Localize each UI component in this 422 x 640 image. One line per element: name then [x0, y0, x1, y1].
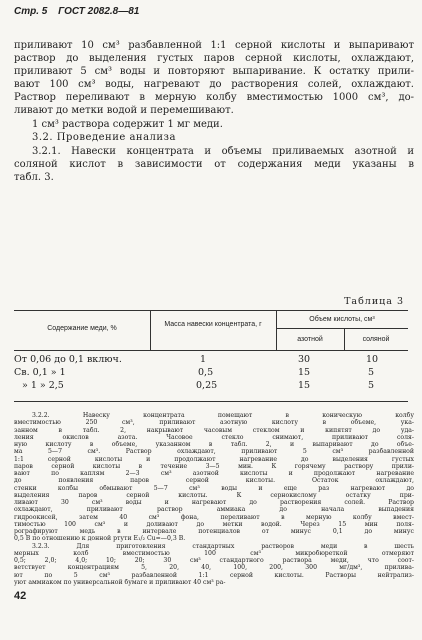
text-line: охлаждают, приливают раствор аммиака до начала выпадения: [14, 506, 414, 514]
table-row-hydrochloric: 5: [368, 380, 375, 391]
text-line: приливают 5 см³ воды и повторяют выпаривание. К остатку прили-: [14, 66, 414, 77]
text-line: ют по 5 см³ разбавленной 1:1 серной кислоты. Растворы нейтрализ-: [14, 571, 414, 579]
header-page-label: Стр. 5: [14, 6, 48, 17]
text-line: тимостью 100 см³ и доливают до метки водой. Через 15 мин поля-: [14, 520, 414, 528]
table-row-nitric: 15: [298, 367, 311, 378]
page-number: 42: [14, 590, 27, 602]
text-line: гидроокисей, затем 40 см³ фона, переливают в мерную колбу вмест-: [14, 513, 414, 521]
text-line: до появления паров серной кислоты. Остаток охлаждают,: [14, 477, 414, 485]
text-line: занном в табл. 2, накрывают часовым стеклом и кипятят до уда-: [14, 426, 414, 434]
data-table: [14, 310, 408, 402]
table-row-hydrochloric: 5: [368, 367, 375, 378]
table-caption: Таблица 3: [344, 296, 404, 307]
text-line: 0,5; 2,0; 4,0; 10; 20; 30 см³ стандартного раствора меди, что соот-: [14, 557, 414, 564]
section-heading: 3.2. Проведение анализа: [32, 132, 176, 143]
text-line: ма 5—7 см³. Раствор охлаждают, приливают 5 см³ разбавленной: [14, 448, 414, 456]
text-line: рографируют медь в интервале потенциалов от минус 0,1 до минус: [14, 528, 414, 535]
text-line: 3.2.1. Навески концентрата и объемы приливаемых азотной и: [32, 146, 414, 157]
header-standard-code: ГОСТ 2082.8—81: [58, 6, 140, 17]
text-line: 3.2.3. Для приготовления стандартных растворов меди в шесть: [32, 542, 414, 550]
text-line: соляной кислот в зависимости от содержания меди указаны в: [14, 159, 414, 170]
text-line: вают по каплям 2—3 см³ азотной кислоты и продолжают нагревание: [14, 470, 414, 477]
table-row-hydrochloric: 10: [366, 354, 379, 365]
table-row-content: От 0,06 до 0,1 включ.: [14, 354, 122, 365]
header-nitric: азотной: [297, 336, 323, 343]
table-row-content: » 1 » 2,5: [22, 380, 64, 391]
page-header: [14, 6, 147, 17]
table-row-nitric: 15: [298, 380, 311, 391]
text-line: ветствует концентрациям 5, 20, 40, 100, 200, 300 мг/дм³, прилива-: [14, 564, 414, 572]
table-row-mass: 1: [200, 354, 207, 365]
text-line: табл. 3.: [14, 172, 54, 183]
text-line: 0,5 В по отношению к донной ртути E₁/₂ Cu=—0,3 В.: [14, 535, 186, 543]
table-row-nitric: 30: [298, 354, 311, 365]
table-row-mass: 0,5: [198, 367, 214, 378]
text-line: ливают 30 см³ воды и нагревают до растворения солей. Раствор: [14, 499, 414, 506]
text-line: ную кислоту в объеме, указанном в табл. 2, и выпаривают до объе-: [14, 441, 414, 448]
text-line: уют аммиаком по универсальной бумаге и приливают 40 см³ ра-: [14, 578, 226, 586]
text-line: 1:1 серной кислоты и продолжают нагревание до выделения густых: [14, 455, 414, 463]
text-line: раствор до выделения густых паров серной кислоты, охлаждают,: [14, 53, 414, 64]
text-line: ливают до метки водой и перемешивают.: [14, 105, 234, 116]
text-line: приливают 10 см³ разбавленной 1:1 серной кислоты и выпаривают: [14, 40, 414, 51]
text-line: стенки колбы обмывают 5—7 см³ воды и еще раз нагревают до: [14, 484, 414, 492]
header-volume: Объем кислоты, см³: [309, 316, 375, 323]
text-line: Раствор переливают в мерную колбу вместимостью 1000 см³, до-: [14, 92, 414, 103]
header-content: Содержание меди, %: [47, 325, 117, 332]
header-hydrochloric: соляной: [362, 336, 390, 343]
table-row-mass: 0,25: [196, 380, 218, 391]
text-line: выделения паров серной кислоты. К сернокислому остатку при-: [14, 491, 414, 499]
text-line: паров серной кислоты в течение 3—5 мин. К горячему раствору прили-: [14, 462, 414, 470]
text-line: мерных колб вместимостью 100 см³ микробюреткой отмеряют: [14, 549, 414, 557]
header-mass: Масса навески концентрата, г: [164, 321, 262, 328]
table-row-content: Св. 0,1 » 1: [14, 367, 66, 378]
text-line: 3.2.2. Навеску концентрата помещают в коническую колбу: [32, 412, 414, 419]
text-line: вместимостью 250 см³, приливают азотную кислоту в объеме, ука-: [14, 419, 414, 427]
text-line: 1 см³ раствора содержит 1 мг меди.: [32, 119, 223, 130]
text-line: ления окислов азота. Часовое стекло снимают, приливают соля-: [14, 433, 414, 441]
text-line: вают 100 см³ воды, нагревают до растворения солей, охлаждают.: [14, 79, 414, 90]
